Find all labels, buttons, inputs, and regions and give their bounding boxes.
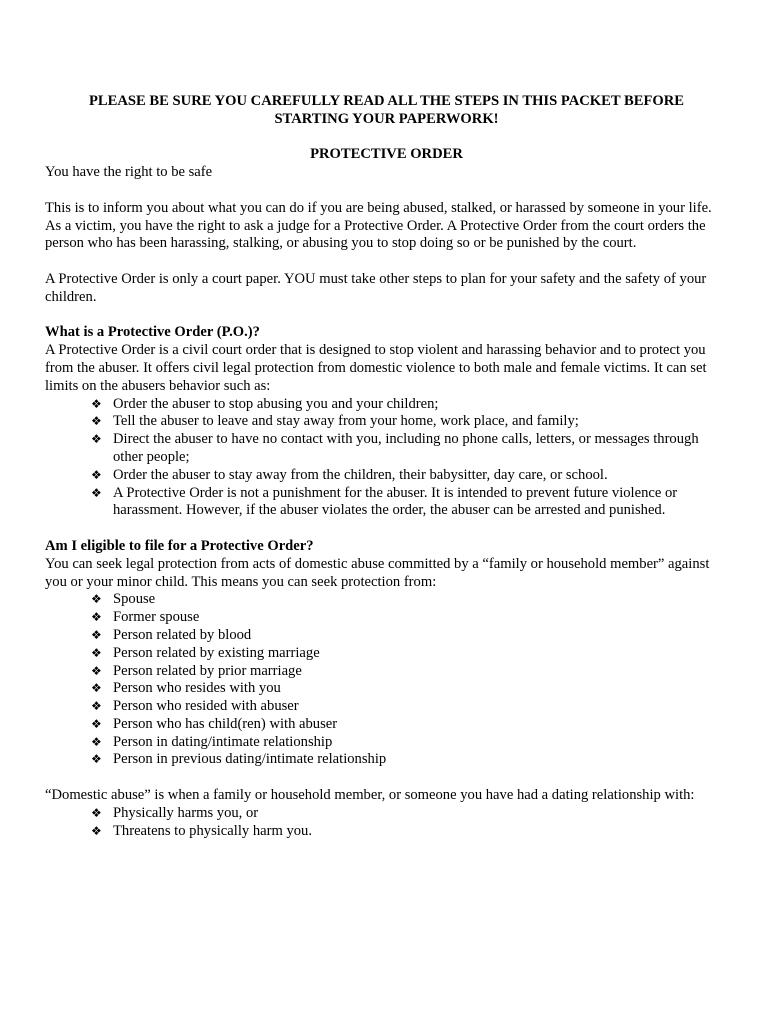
list-item (91, 822, 728, 841)
list-item (91, 662, 728, 681)
section-body-domestic-abuse: “Domestic abuse” is when a family or household member, or someone you have had a dating relationship with: (45, 787, 695, 804)
list-item-text: Threatens to physically harm you. (113, 822, 312, 839)
list-item (91, 698, 728, 716)
diamond-bullet-icon: ❖ (91, 663, 102, 678)
section-heading-eligibility: Am I eligible to file for a Protective Order? (45, 537, 314, 554)
list-item-text: Person related by blood (113, 626, 252, 643)
list-item (91, 413, 728, 431)
bullet-list-po-limits (45, 396, 728, 521)
diamond-bullet-icon: ❖ (91, 592, 102, 607)
list-item-text: Former spouse (113, 609, 200, 626)
document-page (45, 93, 728, 840)
list-item (91, 644, 728, 663)
list-item (91, 680, 728, 698)
list-item (91, 431, 728, 467)
diamond-bullet-icon: ❖ (91, 610, 102, 625)
list-item-text: Tell the abuser to leave and stay away from your home, work place, and family; (113, 413, 579, 430)
document-subtitle: PROTECTIVE ORDER (310, 146, 463, 163)
list-item (91, 484, 728, 521)
page-title: PLEASE BE SURE YOU CAREFULLY READ ALL THE STEPS IN THIS PACKET BEFORE STARTING YOUR PAPERWORK! (89, 93, 684, 127)
bullet-list-eligible-persons (45, 591, 728, 769)
list-item-text: Person who has child(ren) with abuser (113, 715, 338, 732)
diamond-bullet-icon: ❖ (91, 432, 102, 447)
diamond-bullet-icon: ❖ (91, 396, 102, 411)
list-item (91, 751, 728, 769)
list-item-text: Person who resides with you (113, 680, 281, 697)
diamond-bullet-icon: ❖ (91, 752, 102, 767)
diamond-bullet-icon: ❖ (91, 485, 102, 500)
list-item (91, 626, 728, 645)
court-paper-paragraph: A Protective Order is only a court paper. YOU must take other steps to plan for your safety and the safety of your children. (45, 270, 707, 305)
diamond-bullet-icon: ❖ (91, 805, 102, 820)
bullet-list-abuse-definition (45, 805, 728, 841)
section-body-what-is-po: A Protective Order is a civil court order that is designed to stop violent and harassing behavior and to protect you from the abuser. It offers civil legal protection from domestic violence to both male and female victims. It can set limits on the abusers behavior such as: (45, 342, 707, 394)
list-item-text: Order the abuser to stop abusing you and your children; (113, 395, 439, 412)
list-item-text: Physically harms you, or (113, 804, 259, 821)
diamond-bullet-icon: ❖ (91, 645, 102, 660)
diamond-bullet-icon: ❖ (91, 699, 102, 714)
list-item-text: Order the abuser to stay away from the children, their babysitter, day care, or school. (113, 466, 608, 483)
list-item (91, 591, 728, 609)
intro-line: You have the right to be safe (45, 164, 213, 181)
diamond-bullet-icon: ❖ (91, 414, 102, 429)
list-item-text: Person in dating/intimate relationship (113, 733, 333, 750)
diamond-bullet-icon: ❖ (91, 627, 102, 642)
list-item (91, 804, 728, 823)
diamond-bullet-icon: ❖ (91, 823, 102, 838)
list-item-text: Person related by prior marriage (113, 662, 302, 679)
section-heading-what-is-po: What is a Protective Order (P.O.)? (45, 324, 260, 341)
list-item-text: Person who resided with abuser (113, 698, 299, 715)
list-item (91, 466, 728, 485)
list-item (91, 395, 728, 414)
diamond-bullet-icon: ❖ (91, 734, 102, 749)
diamond-bullet-icon: ❖ (91, 681, 102, 696)
list-item-text: A Protective Order is not a punishment for the abuser. It is intended to prevent future violence or harassment. However, if the abuser violates the order, the abuser can be arrested and punished. (113, 484, 678, 519)
list-item-text: Direct the abuser to have no contact with you, including no phone calls, letters, or messages through other people; (113, 431, 699, 465)
list-item (91, 733, 728, 752)
diamond-bullet-icon: ❖ (91, 467, 102, 482)
list-item (91, 609, 728, 627)
diamond-bullet-icon: ❖ (91, 716, 102, 731)
list-item-text: Spouse (113, 591, 156, 608)
intro-paragraph: This is to inform you about what you can do if you are being abused, stalked, or harassed by someone in your life. As a victim, you have the right to ask a judge for a Protective Order. A Protective Order from the court orders the person who has been harassing, stalking, or abusing you to stop doing so or be punished by the court. (45, 199, 712, 252)
list-item (91, 715, 728, 734)
list-item-text: Person in previous dating/intimate relationship (113, 751, 387, 768)
section-body-eligibility: You can seek legal protection from acts of domestic abuse committed by a “family or household member” against you or your minor child. This means you can seek protection from: (45, 555, 710, 590)
list-item-text: Person related by existing marriage (113, 644, 320, 661)
